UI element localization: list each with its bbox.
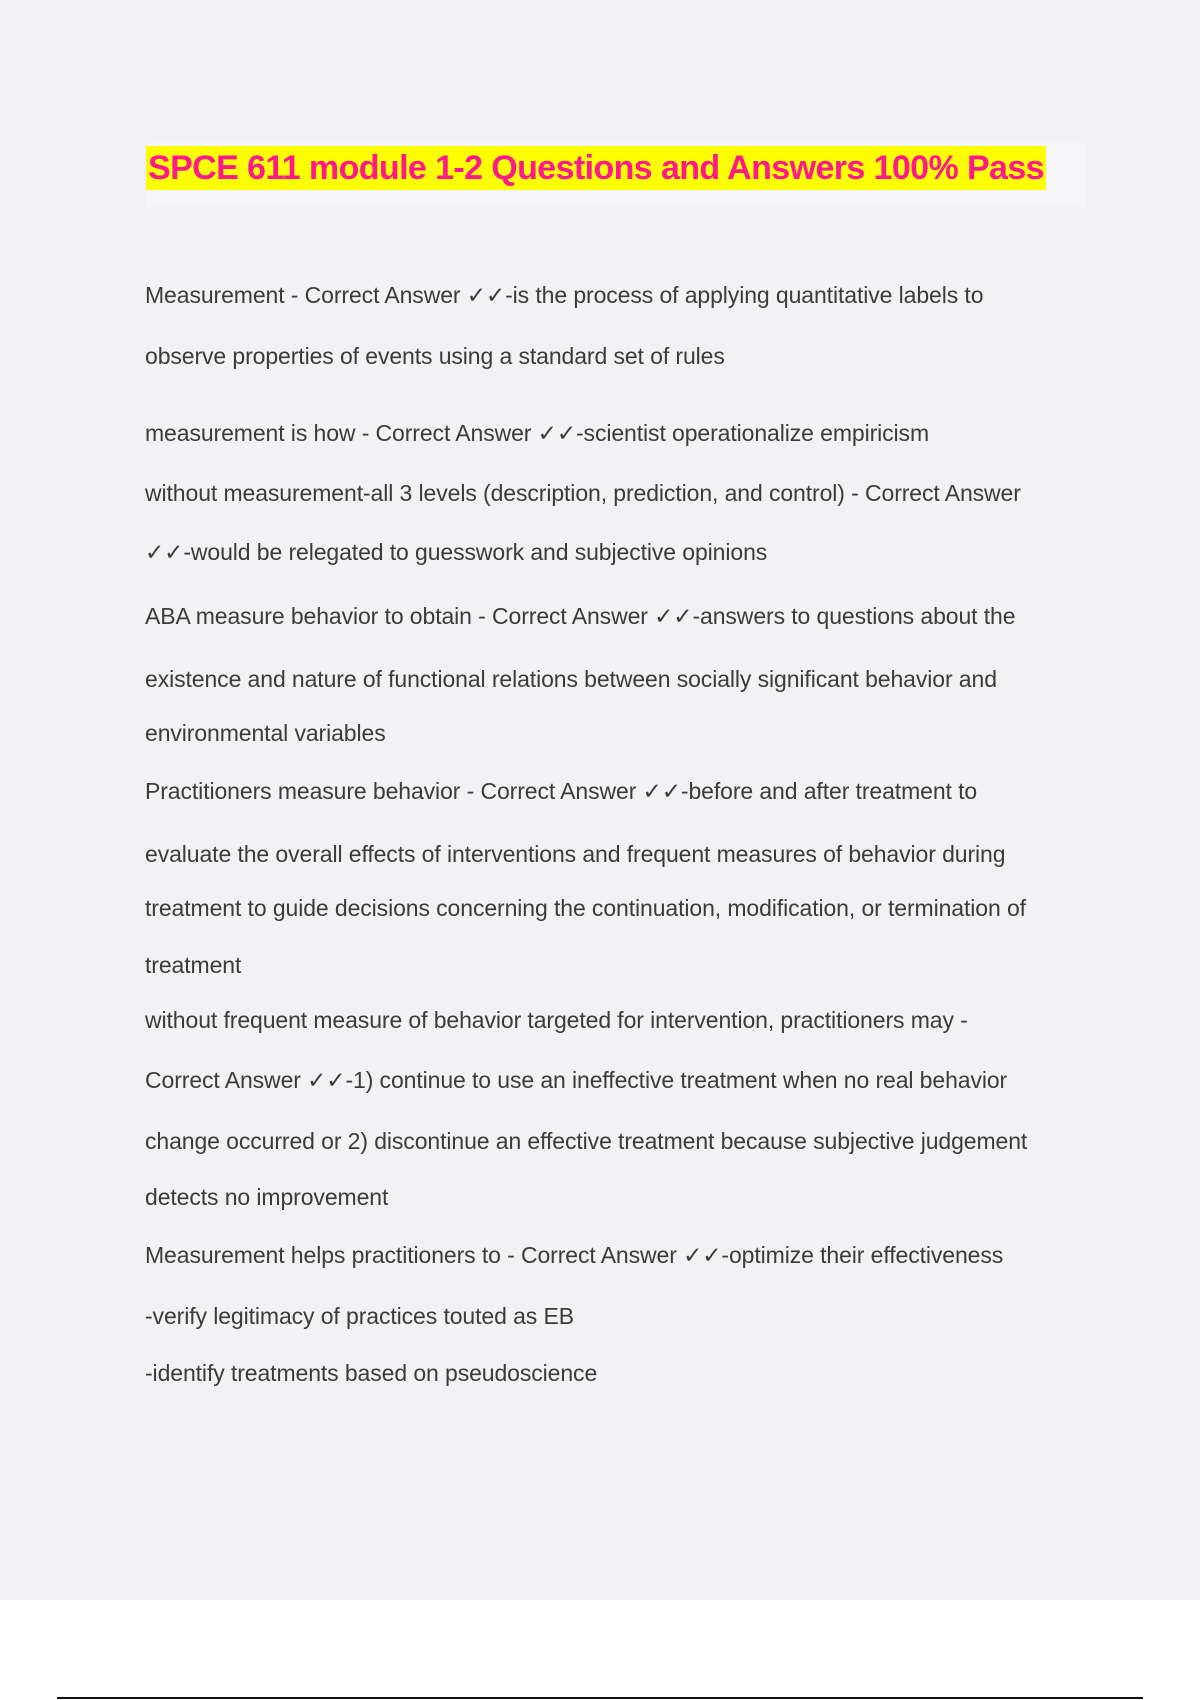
qa-line: ABA measure behavior to obtain - Correct Answer ✓✓-answers to questions about the xyxy=(145,603,1016,629)
qa-line: without frequent measure of behavior targeted for intervention, practitioners may - xyxy=(145,1007,968,1033)
footer-rule xyxy=(57,1697,1143,1699)
qa-line: without measurement-all 3 levels (description, prediction, and control) - Correct Answer xyxy=(145,480,1021,506)
qa-line: environmental variables xyxy=(145,720,386,746)
qa-line: Correct Answer ✓✓-1) continue to use an ineffective treatment when no real behavior xyxy=(145,1067,1008,1093)
title-band xyxy=(146,143,1086,207)
qa-line: treatment xyxy=(145,952,242,978)
qa-line: ✓✓-would be relegated to guesswork and subjective opinions xyxy=(145,539,768,565)
qa-line: evaluate the overall effects of interventions and frequent measures of behavior during xyxy=(145,841,1006,867)
qa-line: existence and nature of functional relations between socially significant behavior and xyxy=(145,666,997,692)
qa-line: observe properties of events using a standard set of rules xyxy=(145,343,725,369)
document-title: SPCE 611 module 1-2 Questions and Answers 100% Pass xyxy=(146,146,1046,190)
qa-line: detects no improvement xyxy=(145,1184,389,1210)
qa-line: treatment to guide decisions concerning the continuation, modification, or termination of xyxy=(145,895,1026,921)
qa-line: measurement is how - Correct Answer ✓✓-scientist operationalize empiricism xyxy=(145,420,930,446)
qa-line: -verify legitimacy of practices touted as EB xyxy=(145,1303,574,1329)
qa-line: Measurement helps practitioners to - Correct Answer ✓✓-optimize their effectiveness xyxy=(145,1242,1004,1268)
qa-line: Practitioners measure behavior - Correct Answer ✓✓-before and after treatment to xyxy=(145,778,978,804)
qa-line: Measurement - Correct Answer ✓✓-is the process of applying quantitative labels to xyxy=(145,282,984,308)
qa-line: change occurred or 2) discontinue an effective treatment because subjective judgement xyxy=(145,1128,1028,1154)
qa-line: -identify treatments based on pseudoscience xyxy=(145,1360,598,1386)
